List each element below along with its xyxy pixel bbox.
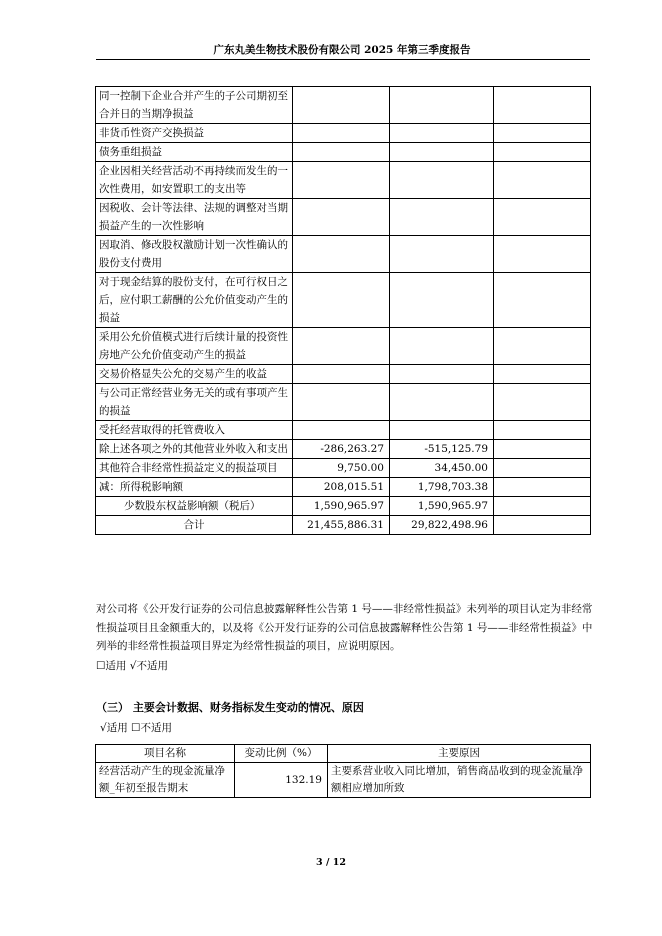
ytd-value: 29,822,498.96 xyxy=(390,516,494,535)
note-cell xyxy=(494,328,591,365)
ytd-value: 34,450.00 xyxy=(390,459,494,478)
note-cell xyxy=(494,199,591,236)
note-cell xyxy=(494,459,591,478)
section-applicability-options: √适用 ☐不适用 xyxy=(100,722,172,734)
item-label: 采用公允价值模式进行后续计量的投资性房地产公允价值变动产生的损益 xyxy=(96,328,293,365)
item-label: 减：所得税影响额 xyxy=(96,478,293,497)
current-period-value xyxy=(293,199,390,236)
table-row xyxy=(96,124,591,143)
column-header: 主要原因 xyxy=(328,745,591,763)
current-period-value xyxy=(293,162,390,199)
item-label: 对于现金结算的股份支付，在可行权日之后，应付职工薪酬的公允价值变动产生的损益 xyxy=(96,273,293,328)
ytd-value xyxy=(390,87,494,124)
note-cell xyxy=(494,236,591,273)
note-cell xyxy=(494,497,591,516)
report-header: 广东丸美生物技术股份有限公司 2025 年第三季度报告 xyxy=(213,44,471,56)
ytd-value xyxy=(390,124,494,143)
column-header: 变动比例（%） xyxy=(235,745,328,763)
item-label: 同一控制下企业合并产生的子公司期初至合并日的当期净损益 xyxy=(96,87,293,124)
ytd-value xyxy=(390,384,494,421)
item-name: 经营活动产生的现金流量净额_年初至报告期末 xyxy=(96,763,235,798)
item-label: 与公司正常经营业务无关的或有事项产生的损益 xyxy=(96,384,293,421)
current-period-value xyxy=(293,143,390,162)
ytd-value xyxy=(390,328,494,365)
current-period-value xyxy=(293,421,390,440)
note-cell xyxy=(494,273,591,328)
table-row xyxy=(96,328,591,365)
ytd-value xyxy=(390,162,494,199)
ytd-value: 1,798,703.38 xyxy=(390,478,494,497)
current-period-value: 21,455,886.31 xyxy=(293,516,390,535)
ytd-value xyxy=(390,421,494,440)
note-cell xyxy=(494,421,591,440)
table-row xyxy=(96,421,591,440)
item-label: 交易价格显失公允的交易产生的收益 xyxy=(96,365,293,384)
change-reasons-table xyxy=(95,744,591,798)
ytd-value: -515,125.79 xyxy=(390,440,494,459)
table-row xyxy=(96,236,591,273)
note-cell xyxy=(494,143,591,162)
note-cell xyxy=(494,440,591,459)
current-period-value: 9,750.00 xyxy=(293,459,390,478)
current-period-value xyxy=(293,328,390,365)
change-ratio: 132.19 xyxy=(235,763,328,798)
ytd-value xyxy=(390,199,494,236)
table-row xyxy=(96,143,591,162)
item-label: 合计 xyxy=(96,516,293,535)
column-header: 项目名称 xyxy=(96,745,235,763)
current-period-value xyxy=(293,236,390,273)
table-row xyxy=(96,459,591,478)
table-row xyxy=(96,365,591,384)
ytd-value xyxy=(390,236,494,273)
table-header-row xyxy=(96,745,591,763)
current-period-value: -286,263.27 xyxy=(293,440,390,459)
ytd-value: 1,590,965.97 xyxy=(390,497,494,516)
current-period-value xyxy=(293,273,390,328)
note-cell xyxy=(494,162,591,199)
page-number: 3 / 12 xyxy=(316,857,346,868)
table-row xyxy=(96,384,591,421)
table-row xyxy=(96,497,591,516)
current-period-value xyxy=(293,384,390,421)
current-period-value: 208,015.51 xyxy=(293,478,390,497)
item-label: 少数股东权益影响额（税后） xyxy=(96,497,293,516)
table-row xyxy=(96,273,591,328)
main-reason: 主要系营业收入同比增加，销售商品收到的现金流量净额相应增加所致 xyxy=(328,763,591,798)
note-cell xyxy=(494,124,591,143)
note-cell xyxy=(494,87,591,124)
current-period-value xyxy=(293,124,390,143)
table-row xyxy=(96,763,591,798)
table-row xyxy=(96,199,591,236)
non-recurring-items-table xyxy=(95,86,591,535)
note-cell xyxy=(494,365,591,384)
item-label: 因税收、会计等法律、法规的调整对当期损益产生的一次性影响 xyxy=(96,199,293,236)
header-divider xyxy=(96,59,590,60)
item-label: 因取消、修改股权激励计划一次性确认的股份支付费用 xyxy=(96,236,293,273)
table-row xyxy=(96,162,591,199)
note-cell xyxy=(494,384,591,421)
total-row xyxy=(96,516,591,535)
item-label: 企业因相关经营活动不再持续而发生的一次性费用，如安置职工的支出等 xyxy=(96,162,293,199)
table-row xyxy=(96,440,591,459)
explanation-paragraph: 对公司将《公开发行证券的公司信息披露解释性公告第 1 号——非经常性损益》未列举的项目认定为非经常性损益项目且金额重大的，以及将《公开发行证券的公司信息披露解释性公告第 1 号——非经常性损益》中列举的非经常性损益项目界定为经常性损益的项目，应说明原因。 xyxy=(96,603,593,652)
table-row xyxy=(96,478,591,497)
ytd-value xyxy=(390,143,494,162)
current-period-value: 1,590,965.97 xyxy=(293,497,390,516)
table-row xyxy=(96,87,591,124)
current-period-value xyxy=(293,87,390,124)
note-cell xyxy=(494,478,591,497)
ytd-value xyxy=(390,273,494,328)
note-cell xyxy=(494,516,591,535)
ytd-value xyxy=(390,365,494,384)
item-label: 其他符合非经常性损益定义的损益项目 xyxy=(96,459,293,478)
applicability-options: ☐适用 √不适用 xyxy=(96,660,168,672)
item-label: 非货币性资产交换损益 xyxy=(96,124,293,143)
item-label: 债务重组损益 xyxy=(96,143,293,162)
section-title: （三） 主要会计数据、财务指标发生变动的情况、原因 xyxy=(96,701,364,714)
current-period-value xyxy=(293,365,390,384)
item-label: 受托经营取得的托管费收入 xyxy=(96,421,293,440)
item-label: 除上述各项之外的其他营业外收入和支出 xyxy=(96,440,293,459)
